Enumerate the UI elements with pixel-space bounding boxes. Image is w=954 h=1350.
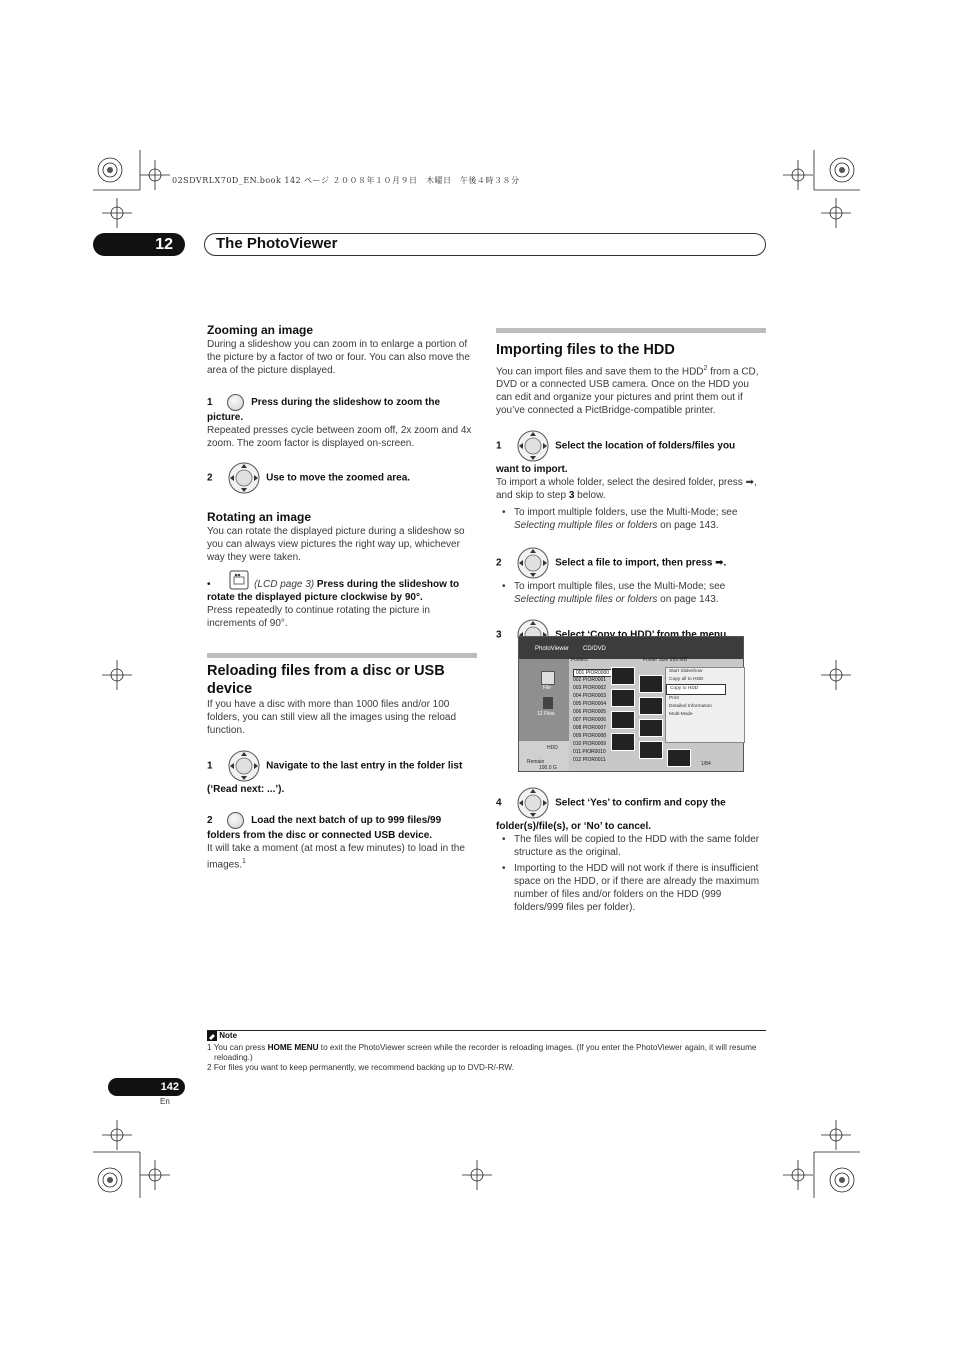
file-icon: [541, 671, 555, 685]
step-text: Press during the slideshow to: [316, 579, 460, 590]
file-label: File: [543, 685, 552, 691]
arrow-right-icon: ➡: [745, 477, 754, 489]
list-item[interactable]: 008 PIOR0007: [573, 725, 607, 731]
import-step-4: [496, 786, 766, 914]
home-menu-key: HOME MENU: [267, 1043, 319, 1052]
bullet-text: To import multiple folders, use the Multi-Mode; see: [514, 507, 738, 519]
files-icon: [543, 697, 553, 709]
cross-reference-link[interactable]: Selecting multiple files or folders: [514, 520, 658, 532]
step-text-cont: (‘Read next: ...’).: [207, 784, 285, 795]
list-item[interactable]: 001 PIOR0000: [573, 669, 612, 677]
zoom-step-1-body: Repeated presses cycle between zoom off, 2x zoom and 4x zoom. The zoom factor is displayed on-screen.: [207, 425, 472, 449]
step-bullets: [496, 580, 766, 606]
photo-thumbnail[interactable]: [639, 697, 663, 715]
joystick-icon: [516, 546, 550, 580]
step-text-cont: rotate the displayed picture clockwise by 90°.: [207, 592, 423, 603]
step-number: 1: [207, 760, 213, 772]
list-item: [496, 506, 766, 532]
context-menu: [665, 667, 745, 743]
list-item[interactable]: 007 PIOR0006: [573, 717, 607, 723]
zoom-button-icon: [227, 394, 244, 411]
list-item[interactable]: 002 PIOR0001: [573, 677, 607, 683]
step-body-end: below.: [574, 490, 606, 502]
photo-thumbnail[interactable]: [639, 719, 663, 737]
footnote-number: 1: [207, 1043, 212, 1052]
step-bullets: [496, 833, 766, 914]
note-rule: [207, 1030, 766, 1031]
folder-size: Folder Size 999 MB: [643, 657, 687, 663]
step-number: 3: [496, 629, 502, 641]
remain-label: Remain: [527, 759, 545, 765]
list-item: [496, 580, 766, 606]
page-language: En: [160, 1097, 170, 1106]
photo-thumbnail[interactable]: [667, 749, 691, 767]
bullet-text-end: on page 143.: [657, 594, 719, 606]
step-text: Select a file to import, then press ➡.: [555, 557, 727, 569]
footnote-text-cont: to exit the PhotoViewer screen while the recorder is reloading images. (If you enter the PhotoViewer again, it will resume reloading.): [214, 1043, 757, 1062]
lcd-reference: (LCD page 3): [254, 579, 315, 590]
cross-reference-link[interactable]: Selecting multiple files or folders: [514, 594, 658, 606]
import-heading: Importing files to the HDD: [496, 342, 675, 358]
bullet-text: To import multiple files, use the Multi-Mode; see: [514, 581, 726, 593]
screenshot-left-panel: [519, 659, 569, 771]
rotate-step-body: Press repeatedly to continue rotating the picture in increments of 90°.: [207, 605, 430, 629]
list-item[interactable]: 003 PIOR0002: [573, 685, 607, 691]
joystick-icon: [227, 749, 261, 783]
note-label: Note: [219, 1031, 238, 1041]
section-rule: [207, 653, 477, 658]
step-text: Select the location of folders/files you: [555, 440, 736, 452]
print-header: 02SDVRLX70D_EN.book 142 ページ ２００８年１０月９日 木曜日 午後４時３８分: [172, 176, 520, 185]
footnote-2: [207, 1063, 767, 1073]
reload-step-2: [207, 812, 477, 871]
import-intro-a: You can import files and save them to the HDD: [496, 366, 704, 378]
import-step-1: [496, 429, 766, 532]
rotate-intro: You can rotate the displayed picture during a slideshow so you can always view pictures the right way up, whichever way they were taken.: [207, 526, 465, 563]
left-column: [207, 322, 477, 871]
step-body-cont: , and skip to step: [496, 477, 757, 502]
footnote-ref[interactable]: 1: [242, 858, 246, 865]
step-text: Navigate to the last entry in the folder list: [266, 760, 463, 772]
menu-item-multi-mode[interactable]: Multi-Mode: [669, 712, 693, 718]
step-number: 2: [496, 557, 502, 569]
zoom-step-2: [207, 461, 477, 495]
right-column: [496, 328, 766, 652]
menu-item-print[interactable]: Print: [669, 695, 679, 701]
page-indicator: 1/84: [701, 761, 711, 767]
footnote-number: 2: [207, 1063, 212, 1072]
screenshot-app-name: PhotoViewer: [535, 646, 569, 652]
menu-item-start-slideshow[interactable]: Start Slideshow: [669, 669, 703, 674]
footnote-1: [207, 1043, 767, 1063]
bullet-icon: •: [207, 579, 211, 590]
chapter-number-badge: 12: [93, 233, 185, 256]
step-number: 1: [207, 397, 213, 409]
page-number: 142: [108, 1078, 185, 1096]
step-text-cont: want to import.: [496, 464, 568, 476]
remain-value: 100.0 G: [539, 765, 557, 771]
screenshot-title-bar: [519, 637, 743, 659]
photo-thumbnail[interactable]: [639, 741, 663, 759]
rotate-heading: Rotating an image: [207, 510, 312, 524]
zoom-heading: Zooming an image: [207, 323, 314, 337]
step-number: 4: [496, 797, 502, 809]
zoom-intro: During a slideshow you can zoom in to enlarge a portion of the picture by a factor of two or four. You can also move the area of the picture displayed.: [207, 339, 470, 376]
step-text: Use to move the zoomed area.: [266, 472, 411, 484]
folder-name: Folder2: [571, 657, 588, 663]
photoviewer-screenshot: [518, 636, 744, 772]
photo-thumbnail[interactable]: [611, 733, 635, 751]
screenshot-source: CD/DVD: [583, 646, 607, 652]
reload-step-2-body: It will take a moment (at most a few minutes) to load in the images.: [207, 843, 465, 871]
menu-item-copy-to-hdd[interactable]: Copy to HDD: [666, 684, 726, 694]
reload-step-1: [207, 749, 477, 796]
files-count: 12 Files: [537, 711, 555, 717]
hdd-label: HDD: [547, 745, 558, 751]
reload-intro: If you have a disc with more than 1000 files and/or 100 folders, you can still view all the images using the reload function.: [207, 699, 457, 736]
photo-thumbnail[interactable]: [639, 675, 663, 693]
bullet-text-end: on page 143.: [657, 520, 719, 532]
section-rule: [496, 328, 766, 333]
list-item[interactable]: 004 PIOR0003: [573, 693, 607, 699]
menu-item-copy-all[interactable]: Copy all to HDD: [669, 677, 704, 683]
footnotes: [207, 1043, 767, 1073]
list-item[interactable]: 011 PIOR0010: [573, 749, 606, 755]
photo-thumbnail[interactable]: [611, 667, 635, 685]
step-text-cont: folders from the disc or connected USB device.: [207, 830, 433, 841]
import-intro-b: from a CD, DVD or a connected USB camera. Once on the HDD you can edit and organize your pictures and print them out if you’ve connected a PictBridge-compatible printer.: [496, 366, 759, 417]
import-step-2: [496, 546, 766, 606]
step-number: 2: [207, 815, 213, 827]
list-item: • Importing to the HDD will not work if there is insufficient space on the HDD, or if there are already the maximum number of files and/or folders on the HDD (999 folders/999 files per folder).: [496, 862, 766, 914]
rotate-step: [207, 578, 477, 630]
step-body: To import a whole folder, select the desired folder, press: [496, 477, 746, 489]
list-item[interactable]: 006 PIOR0005: [573, 709, 607, 715]
lcd-button-icon: [229, 570, 249, 590]
step-ref: 3: [568, 490, 575, 502]
list-item[interactable]: 010 PIOR0009: [573, 741, 607, 747]
footnote-text: You can press: [213, 1043, 268, 1052]
note-heading: [207, 1031, 237, 1041]
joystick-icon: [516, 786, 550, 820]
step-text: Select ‘Yes’ to confirm and copy the: [555, 797, 726, 809]
step-text-cont: folder(s)/file(s), or ‘No’ to cancel.: [496, 821, 652, 832]
joystick-icon: [516, 429, 550, 463]
photo-thumbnail[interactable]: [611, 689, 635, 707]
footnote-text: For files you want to keep permanently, we recommend backing up to DVD-R/-RW.: [213, 1063, 514, 1072]
joystick-icon: [227, 461, 261, 495]
footnote-ref[interactable]: 2: [703, 365, 708, 372]
reload-heading: Reloading files from a disc or USB device: [207, 663, 445, 697]
step-text: Press during the slideshow to zoom the picture.: [207, 397, 441, 423]
note-icon: [207, 1031, 217, 1041]
step-bullets: [496, 506, 766, 532]
enter-button-icon: [227, 812, 244, 829]
step-number: 2: [207, 472, 213, 484]
chapter-title: The PhotoViewer: [216, 235, 338, 252]
step-text: Load the next batch of up to 999 files/99: [251, 815, 442, 827]
list-item[interactable]: 012 PIOR0011: [573, 757, 606, 763]
list-item: • The files will be copied to the HDD with the same folder structure as the original.: [496, 833, 766, 859]
photo-thumbnail[interactable]: [611, 711, 635, 729]
step-number: 1: [496, 440, 502, 452]
menu-item-detailed-info[interactable]: Detailed Information: [669, 703, 712, 709]
list-item[interactable]: 005 PIOR0004: [573, 701, 607, 707]
zoom-step-1: [207, 394, 477, 450]
list-item[interactable]: 009 PIOR0008: [573, 733, 607, 739]
